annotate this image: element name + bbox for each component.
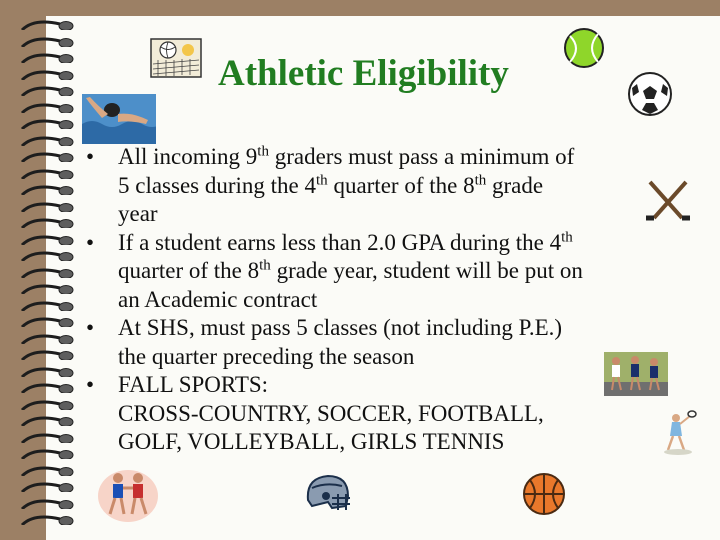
bullet-marker: • [86, 144, 95, 169]
bullet-line [118, 257, 696, 286]
bullet-line [118, 286, 696, 315]
spiral-ring-icon [20, 152, 76, 162]
ordinal-suffix: th [561, 228, 573, 245]
spiral-ring-icon [20, 53, 76, 63]
bullet-line [118, 314, 696, 343]
bullet-text: quarter of the 8 [118, 258, 260, 283]
bullet-text: FALL SPORTS: [118, 372, 269, 397]
fall-sports-line: CROSS-COUNTRY, SOCCER, FOOTBALL, [118, 400, 544, 426]
bullet-text: 5 classes during the 4 [118, 172, 317, 198]
bullet-list [86, 143, 696, 457]
spiral-ring-icon [20, 169, 76, 179]
spiral-ring-icon [20, 449, 76, 459]
bullet-line [118, 172, 696, 201]
swimmer-icon [82, 94, 156, 144]
spiral-ring-icon [20, 251, 76, 261]
bullet-item [86, 229, 696, 315]
bullet-text: grade [486, 172, 544, 198]
spiral-ring-icon [20, 499, 76, 509]
tennis-ball-icon [562, 26, 606, 70]
spiral-ring-icon [20, 350, 76, 360]
football-helmet-icon [302, 472, 352, 518]
bullet-text: grade year, student will be put on [270, 258, 583, 283]
bullet-text: At SHS, must pass 5 classes (not including P.E.) [118, 315, 563, 340]
spiral-ring-icon [20, 367, 76, 377]
spiral-ring-icon [20, 383, 76, 393]
spiral-ring-icon [20, 218, 76, 228]
spiral-ring-icon [20, 317, 76, 327]
volleyball-net-icon [150, 38, 202, 78]
slide-title: Athletic Eligibility [218, 53, 509, 94]
tennis-player-icon [658, 410, 698, 456]
bullet-marker: • [86, 372, 95, 397]
ordinal-suffix: th [259, 257, 271, 274]
ordinal-suffix: th [316, 171, 328, 188]
ordinal-suffix: th [257, 143, 269, 160]
bullet-text: year [118, 201, 158, 226]
spiral-ring-icon [20, 235, 76, 245]
bullet-text: graders must pass a minimum of [268, 144, 575, 169]
bullet-item [86, 143, 696, 229]
spiral-ring-icon [20, 185, 76, 195]
spiral-ring-icon [20, 37, 76, 47]
bullet-marker: • [86, 315, 95, 340]
spiral-ring-icon [20, 119, 76, 129]
bullet-line [118, 200, 696, 229]
bullet-marker: • [86, 229, 95, 255]
spiral-ring-icon [20, 334, 76, 344]
bullet-text: quarter of the 8 [327, 172, 475, 198]
spiral-ring-icon [20, 86, 76, 96]
spiral-ring-icon [20, 515, 76, 525]
bullet-line [118, 143, 696, 172]
spiral-ring-icon [20, 103, 76, 113]
spiral-ring-icon [20, 70, 76, 80]
bullet-text: All incoming 9 [118, 144, 258, 169]
spiral-ring-icon [20, 482, 76, 492]
spiral-ring-icon [20, 202, 76, 212]
bullet-text: If a student earns less than 2.0 GPA during the 4 [118, 229, 562, 255]
spiral-ring-icon [20, 268, 76, 278]
wrestlers-icon [96, 466, 160, 522]
spiral-ring-icon [20, 466, 76, 476]
hockey-sticks-icon [644, 178, 692, 226]
spiral-ring-icon [20, 301, 76, 311]
spiral-ring-icon [20, 400, 76, 410]
fall-sports-line: GOLF, VOLLEYBALL, GIRLS TENNIS [118, 429, 505, 454]
bullet-text: the quarter preceding the season [118, 343, 415, 369]
spiral-ring-icon [20, 20, 76, 30]
spiral-ring-icon [20, 136, 76, 146]
bullet-line [118, 229, 696, 258]
ordinal-suffix: th [474, 171, 487, 188]
spiral-ring-icon [20, 416, 76, 426]
basketball-icon [520, 470, 568, 518]
spiral-ring-icon [20, 433, 76, 443]
bullet-text: an Academic contract [118, 286, 318, 312]
spiral-ring-icon [20, 284, 76, 294]
runners-icon [604, 352, 668, 396]
soccer-ball-icon [626, 70, 674, 118]
